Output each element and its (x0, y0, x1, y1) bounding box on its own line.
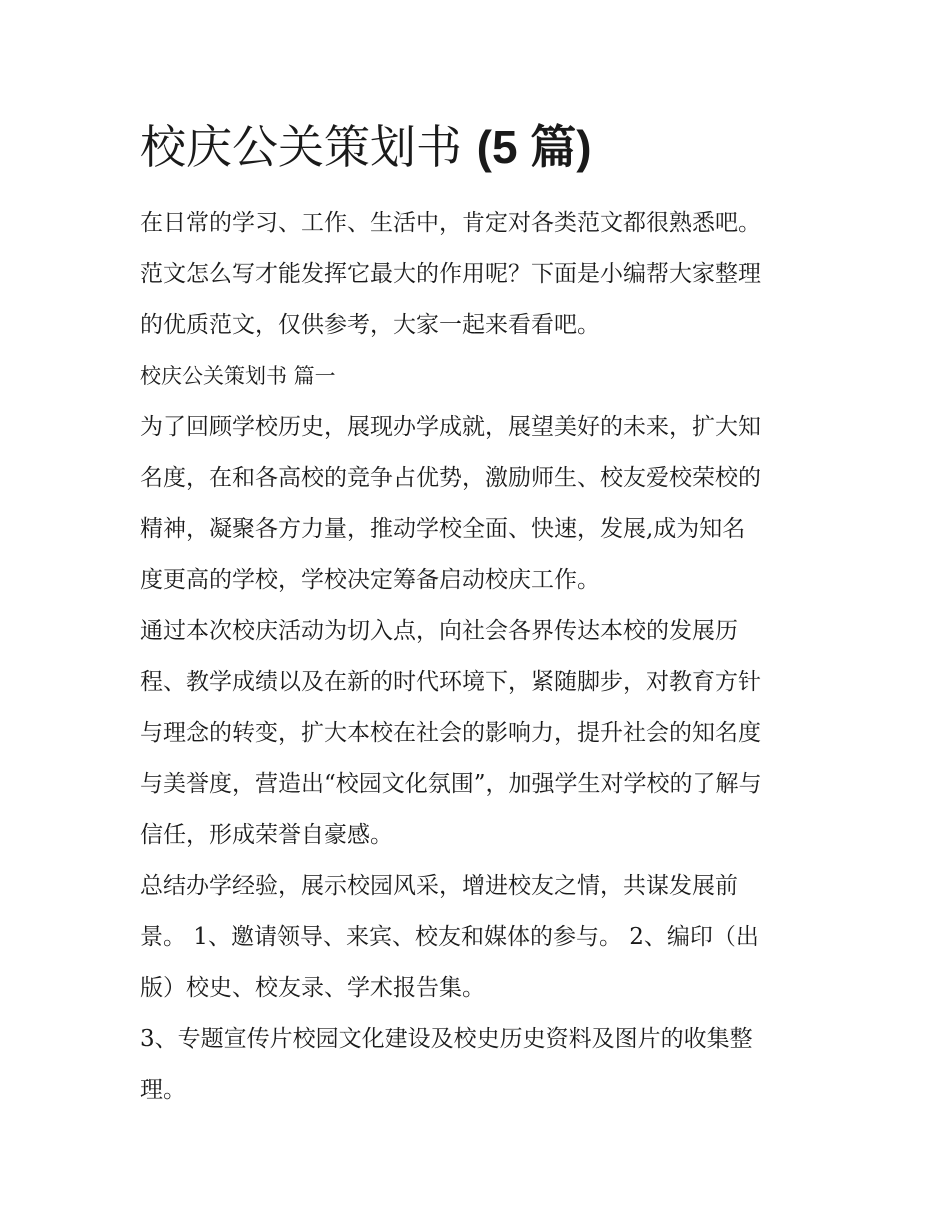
body-paragraph: 3、专题宣传片校园文化建设及校史历史资料及图片的收集整 理。 (140, 1026, 753, 1103)
body-paragraph: 为了回顾学校历史，展现办学成就，展望美好的未来，扩大知 名度，在和各高校的竞争占优势，激励师生、校友爱校荣校的 精神，凝聚各方力量，推动学校全面、快速，发展,成为知名 度更高的学校，学校决定筹备启动校庆工作。 (140, 414, 761, 593)
section-heading: 校庆公关策划书 篇一 (140, 364, 336, 388)
page-title (140, 112, 820, 182)
document-body (140, 112, 820, 1116)
body-paragraph: 总结办学经验，展示校园风采，增进校友之情，共谋发展前 景。 1、邀请领导、来宾、校友和媒体的参与。 2、编印（出 版）校史、校友录、学术报告集。 (140, 873, 759, 1001)
title-text: 校庆公关策划书 (140, 120, 462, 174)
body-paragraph: 通过本次校庆活动为切入点，向社会各界传达本校的发展历 程、教学成绩以及在新的时代环境下，紧随脚步，对教育方针 与理念的转变，扩大本校在社会的影响力，提升社会的知名度 与美誉度，营造出“校园文化氛围”，加强学生对学校的了解与 信任，形成荣誉自豪感。 (140, 618, 762, 848)
intro-paragraph: 在日常的学习、工作、生活中，肯定对各类范文都很熟悉吧。 范文怎么写才能发挥它最大的作用呢？下面是小编帮大家整理 的优质范文，仅供参考，大家一起来看看吧。 (140, 210, 761, 338)
title-count: (5 篇) (476, 121, 592, 173)
